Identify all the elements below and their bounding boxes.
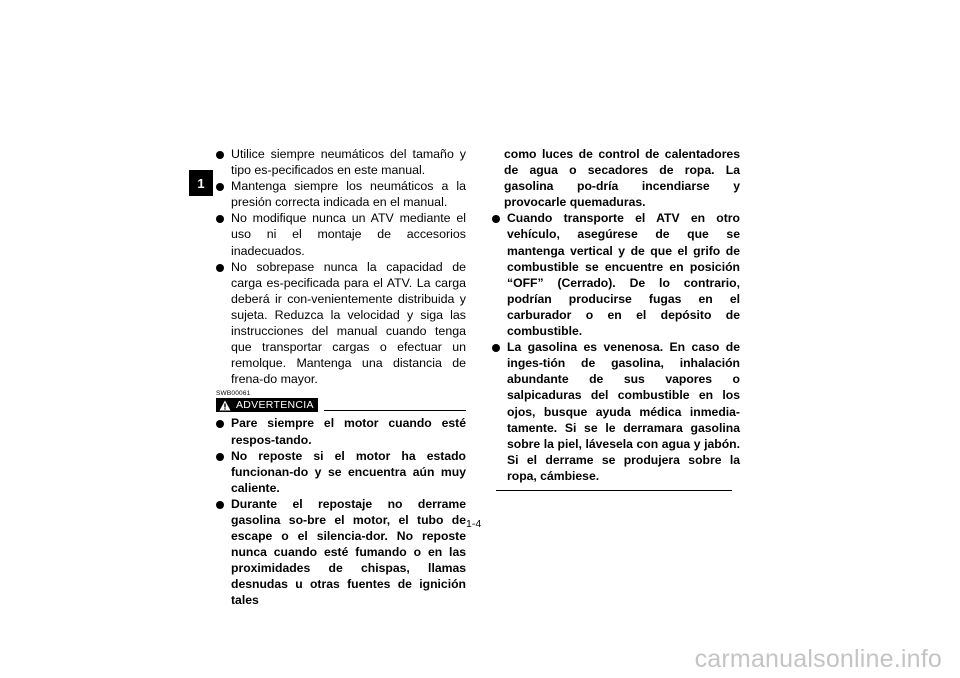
bullet-icon <box>216 215 224 223</box>
list-item <box>216 210 466 258</box>
list-item-text: Utilice siempre neumáticos del tamaño y tipo es-pecificados en este manual. <box>231 147 466 178</box>
bullet-icon <box>216 420 224 428</box>
page-number: 1-4 <box>466 518 482 530</box>
warning-item <box>216 448 466 496</box>
left-column <box>216 146 466 609</box>
bullet-icon <box>216 501 224 509</box>
list-item-text: Mantenga siempre los neumáticos a la presión correcta indicada en el manual. <box>231 179 466 210</box>
list-item <box>216 146 466 178</box>
bullet-icon <box>216 264 224 272</box>
watermark: carmanualsonline.info <box>694 645 942 673</box>
list-item <box>216 178 466 210</box>
warning-item <box>492 339 740 484</box>
warning-continuation: como luces de control de calentadores de agua o secadores de ropa. La gasolina po-dría incendiarse y provocarle quemaduras. <box>504 147 740 210</box>
list-item <box>216 259 466 388</box>
bullet-icon <box>216 183 224 191</box>
warning-item-text: No reposte si el motor ha estado funcionan-do y se encuentra aún muy caliente. <box>231 448 466 495</box>
warning-item-text: Durante el repostaje no derrame gasolina so-bre el motor, el tubo de escape o el silencia-dor. No reposte nunca cuando esté fumando o en las proximidades de chispas, llamas desnudas u otras fuentes de ignición tales <box>231 496 466 608</box>
list-item-text: No modifique nunca un ATV mediante el uso ni el montaje de accesorios inadecuados. <box>231 211 466 258</box>
warning-item-text: La gasolina es venenosa. En caso de inges-tión de gasolina, inhalación abundante de sus vapores o salpicaduras del combustible en los ojos, busque ayuda médica inmedia-tamente. Si se le derramara gasolina sobre la piel, lávesela con agua y jabón. Si el derrame se produjera sobre la ropa, cámbiese. <box>507 340 740 483</box>
bullet-icon <box>492 215 500 223</box>
list-item-text: No sobrepase nunca la capacidad de carga es-pecificada para el ATV. La carga deberá ir con-venientemente distribuida y sujeta. Reduzca la velocidad y siga las instrucciones del manual cuando tenga que transportar cargas o efectuar un remolque. Mantenga una distancia de frena-do mayor. <box>231 259 466 387</box>
warning-code: SWB00061 <box>216 390 251 398</box>
warning-rule <box>324 410 466 411</box>
warning-triangle-icon <box>219 400 231 411</box>
warning-item <box>216 415 466 447</box>
warning-header <box>216 398 466 412</box>
warning-badge <box>216 398 318 412</box>
warning-item <box>492 210 740 339</box>
bullet-icon <box>216 453 224 461</box>
warning-label: ADVERTENCIA <box>236 399 314 412</box>
right-column <box>492 146 740 491</box>
warning-end-rule <box>496 490 732 491</box>
chapter-tab: 1 <box>189 170 213 196</box>
bullet-icon <box>492 344 500 352</box>
warning-item-text: Pare siempre el motor cuando esté respos-tando. <box>231 416 466 447</box>
warning-item <box>216 496 466 609</box>
bullet-icon <box>216 151 224 159</box>
warning-item-text: Cuando transporte el ATV en otro vehículo, asegúrese de que se mantenga vertical y de que el grifo de combustible se encuentre en posición “OFF” (Cerrado). De lo contrario, podrían producirse fugas en el carburador o en el depósito de combustible. <box>507 211 740 339</box>
